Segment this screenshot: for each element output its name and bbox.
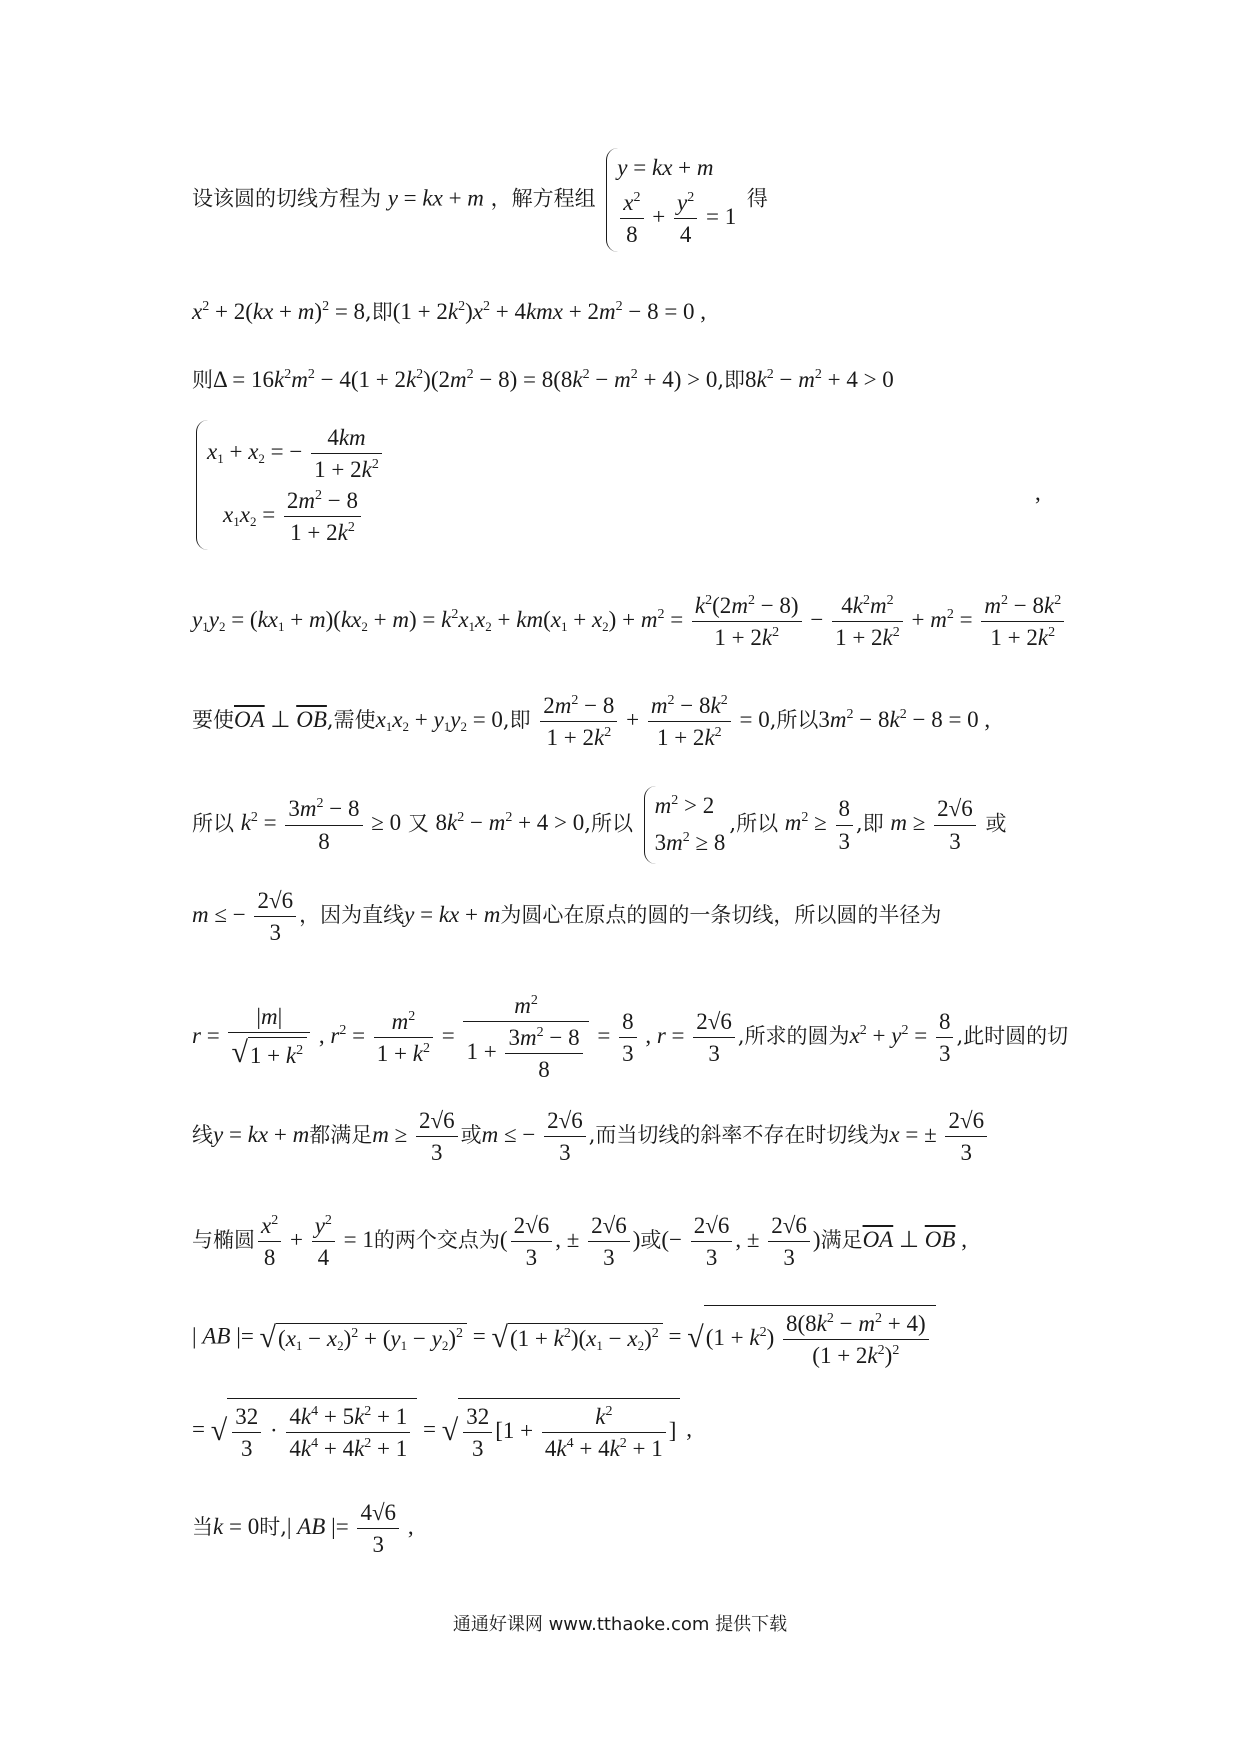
comma-mark: , <box>1035 480 1041 505</box>
line-intersection-points: 与椭圆 $\frac{x^2}{8}$ + $\frac{y^2}{4}$ = 1的两个交点为( $\frac{2√6}{3}$ , ± $\frac{2√6}{3}$ )或(− $\frac{2√6}{3}$ , ± $\frac{2√6}{3}$ )满足$\overline{OA}$ ⊥ $\overline{OB}$ , <box>192 1210 967 1273</box>
equation-system: y = kx + m $\frac{x^2}{8}$ + $\frac{y^2}{4}$ = 1 <box>606 148 736 252</box>
footer-source: 通通好课网 www.tthaoke.com 提供下载 <box>452 1614 788 1635</box>
line-tangent-condition: 线y = kx + m都满足m ≥ $\frac{2√6}{3}$ 或m ≤ − $\frac{2√6}{3}$ ,而当切线的斜率不存在时切线为x = ± $\frac{2√6}{3}$ <box>192 1105 990 1168</box>
line-substitution: $x^2 + 2(kx + m)^2 = 8$,即$(1 + 2k^2)x^2 + 4kmx + 2m^2 - 8 = 0$ , <box>192 299 707 324</box>
line-y1y2: $y_1y_2 = (kx_1 + m)(kx_2 + m) = k^2x_1x_2 + km(x_1 + x_2) + m^2$ = $\frac{k^2(2m^2 - 8)}{1 + 2k^2}$ − $\frac{4k^2m^2}{1 + 2k^2}$ + $m^2$ = $\frac{m^2 - 8k^2}{1 + 2k^2}$ <box>192 590 1067 653</box>
line-radius: r = |m| √ $1 + k^2$ , $r^2$ = $\frac{m^2}{1 + k^2}$ = $m^2$ 1 + $\frac{3m^2 - 8}{8}$ = $\frac{8}{3}$ , r = $\frac{2√6}{3}$ ,所求的圆为$x^2 + y^2$ = $\frac{8}{3}$ ,此时圆的切 <box>192 990 1068 1085</box>
line-k-zero: 当k = 0时,| AB |= $\frac{4√6}{3}$ , <box>192 1497 414 1560</box>
line-m-range: m ≤ − $\frac{2√6}{3}$ ，因为直线y = kx + m为圆心在原点的圆的一条切线，所以圆的半径为 <box>192 885 941 948</box>
line-perpendicular: 要使$\overline{OA}$ ⊥ $\overline{OB}$,需使$x_1x_2 + y_1y_2 = 0$,即 $\frac{2m^2 - 8}{1 + 2k^2}$ + $\frac{m^2 - 8k^2}{1 + 2k^2}$ = 0,所以$3m^2 - 8k^2 - 8 = 0$ , <box>192 690 990 753</box>
line-chord-simplified: = √ $\frac{32}{3}$ · $\frac{4k^4 + 5k^2 + 1}{4k^4 + 4k^2 + 1}$ = √ $\frac{32}{3}$ [1 + $\frac{k^2}{4k^4 + 4k^2 + 1}$ ] , <box>192 1398 692 1464</box>
line-chord-length: | AB |= √ $(x_1 - x_2)^2 + (y_1 - y_2)^2$ = √ $(1 + k^2)(x_1 - x_2)^2$ = √ $(1 + k^2)$ $\frac{8(8k^2 - m^2 + 4)}{(1 + 2k^2)^2}$ <box>192 1305 936 1371</box>
line-k-squared: 所以 $k^2$ = $\frac{3m^2 - 8}{8}$ ≥ 0 又 $8k^2 - m^2 + 4 > 0$,所以 $m^2 > 2$ $3m^2 \ge 8$ ,所以 $m^2$ ≥ $\frac{8}{3}$ ,即 m ≥ $\frac{2√6}{3}$ 或 <box>192 786 1006 864</box>
vieta-system: $x_1 + x_2$ = − $\frac{4km}{1 + 2k^2}$ $x_1x_2$ = $\frac{2m^2 - 8}{1 + 2k^2}$ <box>192 420 389 550</box>
line-discriminant: 则$\Delta = 16k^2m^2 - 4(1 + 2k^2)(2m^2 - 8) = 8(8k^2 - m^2 + 4) > 0$,即$8k^2 - m^2 + 4 > 0$ <box>192 367 894 392</box>
line-tangent-setup: 设该圆的切线方程为 y = kx + m ，解方程组 y = kx + m $\frac{x^2}{8}$ + $\frac{y^2}{4}$ = 1 得 <box>192 148 768 252</box>
